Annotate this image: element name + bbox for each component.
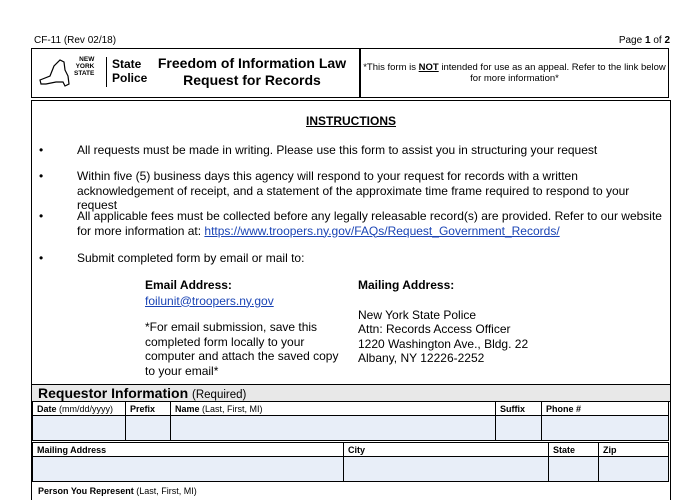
date-label: Date (mm/dd/yyyy) [33, 402, 126, 416]
list-item: • All applicable fees must be collected before any legally releasable record(s) are provided. Refer to our website for more information at: https://www.troopers.ny.gov/FAQs/Request_Government_Records/ [39, 209, 662, 238]
date-field[interactable] [33, 416, 126, 441]
phone-field[interactable] [542, 416, 669, 441]
requestor-row-1 [32, 401, 669, 441]
appeal-note: *This form is NOT intended for use as an appeal. Refer to the link below for more information* [363, 62, 666, 84]
section-title: Requestor Information (Required) [38, 385, 247, 401]
mailing-line: Attn: Records Access Officer [358, 322, 511, 336]
form-code: CF-11 (Rev 02/18) [34, 35, 117, 46]
mailing-column [358, 278, 578, 366]
mailing-heading: Mailing Address: [358, 278, 455, 292]
city-label: City [344, 443, 549, 457]
suffix-label: Suffix [496, 402, 542, 416]
name-label: Name (Last, First, MI) [171, 402, 496, 416]
form-body [31, 100, 671, 500]
list-item: • All requests must be made in writing. Please use this form to assist you in structuring your request [39, 143, 598, 157]
email-note: *For email submission, save this completed form locally to your computer and attach the saved copy to your email* [145, 320, 339, 378]
phone-label: Phone # [542, 402, 669, 416]
email-column [145, 278, 345, 378]
mailing-line: 1220 Washington Ave., Bldg. 22 [358, 336, 529, 351]
person-represent-label: Person You Represent (Last, First, MI) [38, 486, 197, 496]
mailing-address-label: Mailing Address [33, 443, 344, 457]
mailing-address-field[interactable] [33, 457, 344, 482]
requestor-section-header [32, 384, 670, 402]
page-total: 2 [664, 35, 670, 46]
prefix-label: Prefix [126, 402, 171, 416]
page-number [619, 35, 670, 46]
logo-agency-text: State Police [112, 57, 148, 85]
email-heading: Email Address: [145, 278, 232, 292]
requestor-row-2 [32, 442, 669, 482]
state-field[interactable] [549, 457, 599, 482]
page-current: 1 [644, 35, 651, 46]
name-field[interactable] [171, 416, 496, 441]
form-title: Freedom of Information Law Request for Records [157, 55, 347, 88]
state-label: State [549, 443, 599, 457]
nysp-logo [38, 54, 148, 92]
page-label: Page [618, 35, 643, 46]
prefix-field[interactable] [126, 416, 171, 441]
records-faq-link[interactable]: https://www.troopers.ny.gov/FAQs/Request_Government_Records/ [204, 223, 560, 238]
list-item: • Within five (5) business days this agency will respond to your request for records with a written acknowledgement of receipt, and a statement of the approximate time frame required to respond to your request [39, 169, 630, 212]
ny-state-map-icon [38, 56, 72, 90]
logo-ny-text: NEW YORK STATE [74, 56, 95, 77]
zip-field[interactable] [599, 457, 669, 482]
form-header [31, 48, 669, 98]
list-item: • Submit completed form by email or mail to: [39, 251, 305, 265]
page-of: of [653, 35, 662, 46]
city-field[interactable] [344, 457, 549, 482]
instructions-heading: INSTRUCTIONS [306, 114, 396, 128]
mailing-line: Albany, NY 12226-2252 [358, 351, 485, 365]
email-link[interactable]: foilunit@troopers.ny.gov [145, 293, 274, 308]
suffix-field[interactable] [496, 416, 542, 441]
zip-label: Zip [599, 443, 669, 457]
mailing-line: New York State Police [358, 307, 477, 322]
